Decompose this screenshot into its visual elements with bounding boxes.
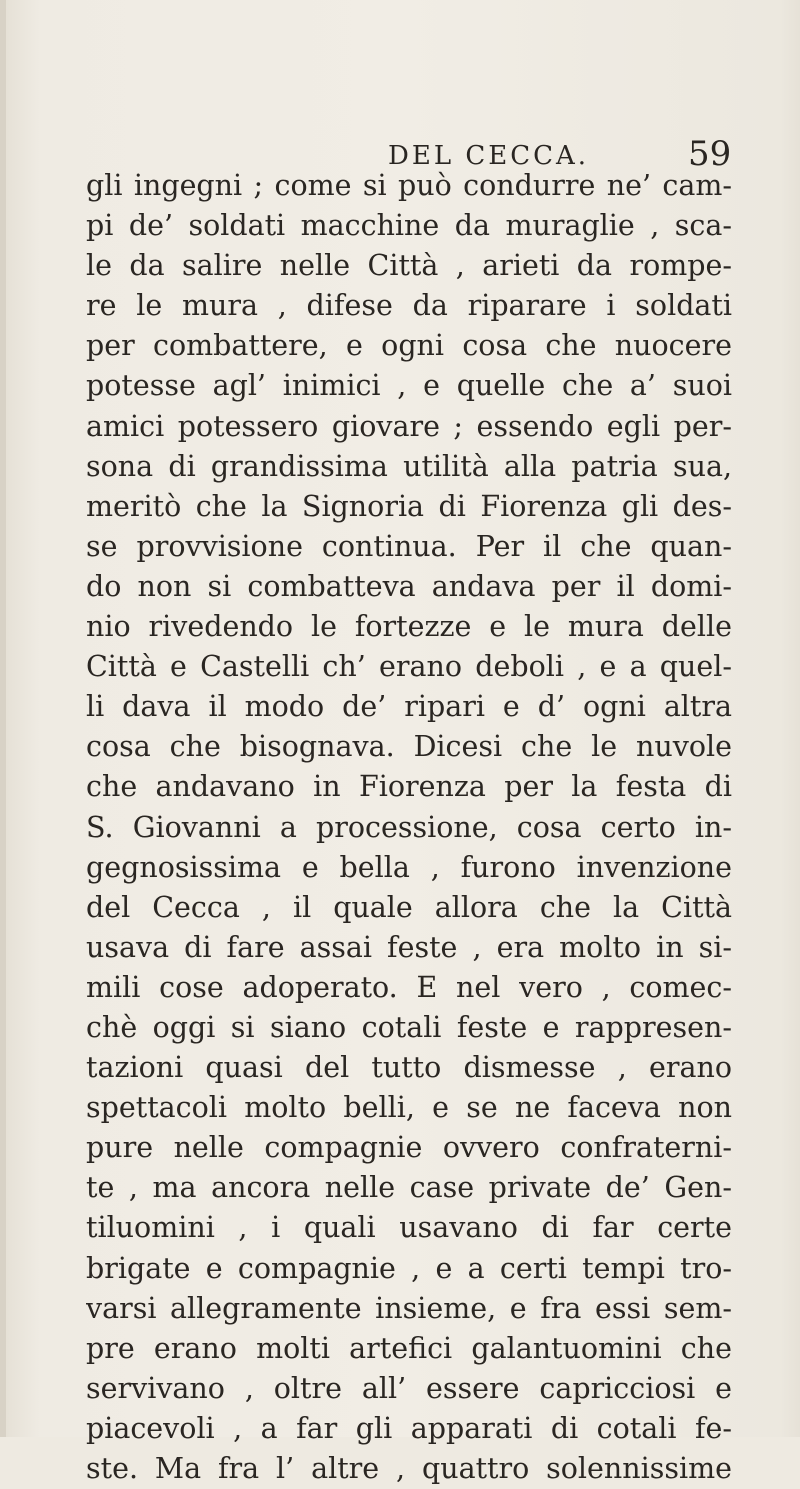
- text-line: che andavano in Fiorenza per la festa di: [86, 770, 732, 804]
- text-line: spettacoli molto belli, e se ne faceva non: [86, 1091, 732, 1125]
- text-line: nio rivedendo le fortezze e le mura delle: [86, 610, 732, 644]
- text-line: pre erano molti artefici galantuomini che: [86, 1331, 732, 1365]
- text-line: per combattere, e ogni cosa che nuocere: [86, 329, 732, 363]
- text-line: meritò che la Signoria di Fiorenza gli des-: [86, 489, 732, 523]
- text-line: usava di fare assai feste , era molto in si-: [86, 930, 732, 964]
- text-line: varsi allegramente insieme, e fra essi sem-: [86, 1291, 732, 1325]
- text-line: ste. Ma fra l’ altre , quattro solennissime: [86, 1452, 732, 1485]
- text-line: brigate e compagnie , e a certi tempi tro-: [86, 1251, 732, 1285]
- text-line: sona di grandissima utilità alla patria sua,: [86, 449, 732, 483]
- text-line: cosa che bisognava. Dicesi che le nuvole: [86, 730, 732, 764]
- text-line: servivano , oltre all’ essere capricciosi e: [86, 1371, 732, 1405]
- text-line: del Cecca , il quale allora che la Città: [86, 890, 732, 924]
- text-line: gegnosissima e bella , furono invenzione: [86, 850, 732, 884]
- text-line: pi de’ soldati macchine da muraglie , sca-: [86, 209, 732, 243]
- text-line: re le mura , difese da riparare i soldati: [86, 289, 732, 323]
- text-line: pure nelle compagnie ovvero confraterni-: [86, 1131, 732, 1165]
- text-line: do non si combatteva andava per il domi-: [86, 569, 732, 603]
- body-text: [86, 166, 732, 1489]
- text-line: mili cose adoperato. E nel vero , comec-: [86, 970, 732, 1004]
- text-line: potesse agl’ inimici , e quelle che a’ suoi: [86, 369, 732, 403]
- text-line: Città e Castelli ch’ erano deboli , e a quel-: [86, 650, 732, 684]
- text-line: te , ma ancora nelle case private de’ Gen-: [86, 1171, 732, 1205]
- text-line: li dava il modo de’ ripari e d’ ogni altra: [86, 690, 732, 724]
- text-line: chè oggi si siano cotali feste e rappresen-: [86, 1010, 732, 1044]
- text-line: tiluomini , i quali usavano di far certe: [86, 1211, 732, 1245]
- text-line: amici potessero giovare ; essendo egli per-: [86, 409, 732, 443]
- page-gutter: [0, 0, 6, 1437]
- text-line: S. Giovanni a processione, cosa certo in-: [86, 810, 732, 844]
- text-line: se provvisione continua. Per il che quan-: [86, 529, 732, 563]
- page-number: 59: [688, 134, 732, 174]
- text-line: gli ingegni ; come si può condurre ne’ cam-: [86, 169, 732, 202]
- text-line: le da salire nelle Città , arieti da rompe-: [86, 249, 732, 283]
- running-head: DEL CECCA.: [388, 141, 590, 171]
- text-line: tazioni quasi del tutto dismesse , erano: [86, 1051, 732, 1085]
- text-line: piacevoli , a far gli apparati di cotali fe-: [86, 1411, 732, 1445]
